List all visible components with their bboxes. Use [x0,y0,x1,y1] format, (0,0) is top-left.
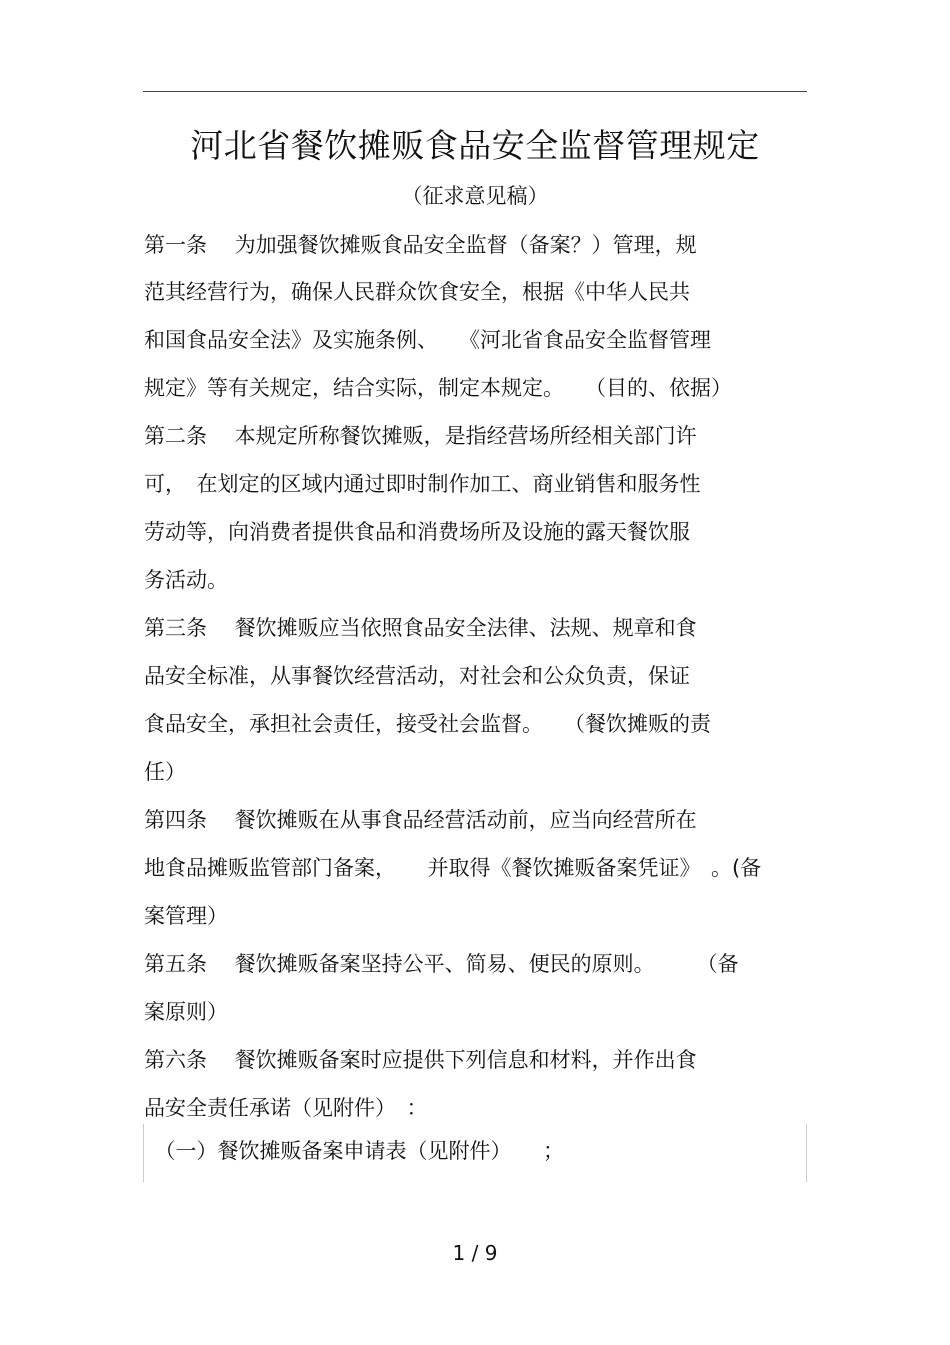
text-line: 第三条 餐饮摊贩应当依照食品安全法律、法规、规章和食 [144,616,697,640]
text-line: 第一条 为加强餐饮摊贩食品安全监督（备案？）管理，规 [144,233,697,257]
page-number: 1 / 9 [452,1241,498,1265]
text-line: 品安全标准，从事餐饮经营活动，对社会和公众负责，保证 [144,664,690,688]
text-line: 第五条 餐饮摊贩备案坚持公平、简易、便民的原则。 （备 [144,952,739,976]
left-margin-rule [143,1124,144,1182]
document-title: 河北省餐饮摊贩食品安全监督管理规定 [190,126,760,165]
text-line: 品安全责任承诺（见附件） ： [144,1096,428,1120]
text-line: 案原则） [144,1000,228,1024]
text-line: 范其经营行为，确保人民群众饮食安全，根据《中华人民共 [144,280,690,304]
text-line: 和国食品安全法》及实施条例、 《河北省食品安全监督管理 [144,328,711,352]
text-line: 可， 在划定的区域内通过即时制作加工、商业销售和服务性 [144,472,701,496]
text-line: 第二条 本规定所称餐饮摊贩，是指经营场所经相关部门许 [144,424,697,448]
text-line: 地食品摊贩监管部门备案， 并取得《餐饮摊贩备案凭证》 。(备 [144,856,762,880]
text-line: 第六条 餐饮摊贩备案时应提供下列信息和材料，并作出食 [144,1048,697,1072]
text-line: 规定》等有关规定，结合实际，制定本规定。 （目的、依据） [144,376,732,400]
text-line: 任） [144,760,186,784]
text-line: 劳动等，向消费者提供食品和消费场所及设施的露天餐饮服 [144,520,690,544]
right-margin-rule [806,1124,807,1182]
text-line: （一）餐饮摊贩备案申请表（见附件） ； [144,1139,564,1163]
text-line: 案管理） [144,904,228,928]
text-line: 第四条 餐饮摊贩在从事食品经营活动前，应当向经营所在 [144,808,697,832]
text-line: 食品安全，承担社会责任，接受社会监督。 （餐饮摊贩的责 [144,712,711,736]
header-rule [143,91,807,92]
text-line: 务活动。 [144,568,228,592]
document-subtitle: （征求意见稿） [401,184,549,208]
